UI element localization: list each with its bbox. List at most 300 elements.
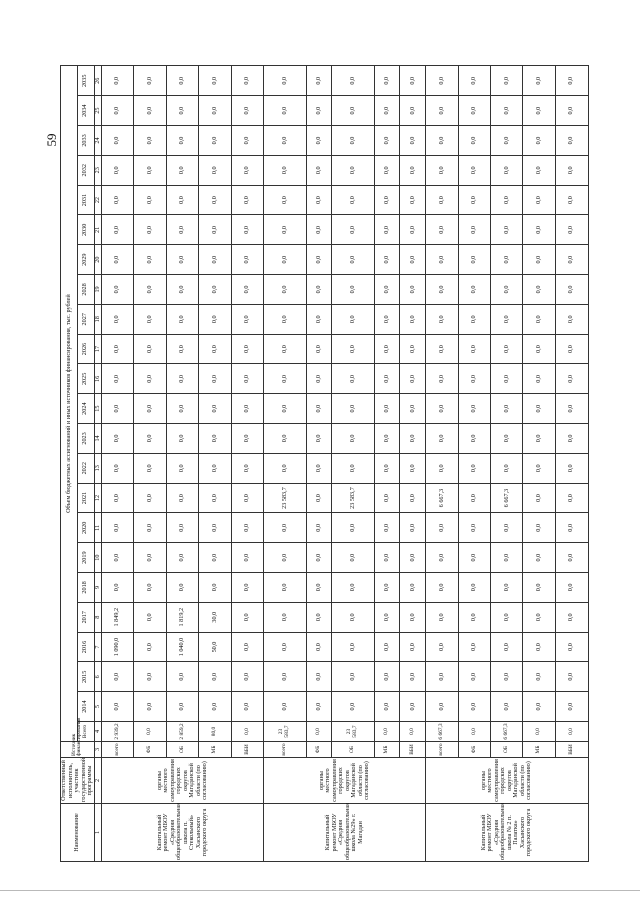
value-cell: 0,0 — [231, 632, 264, 662]
source-cell: МБ — [374, 742, 400, 758]
value-cell: 0,0 — [400, 364, 426, 394]
value-cell: 0,0 — [332, 126, 374, 156]
value-cell: 0,0 — [199, 275, 231, 305]
value-cell: 0,0 — [491, 364, 523, 394]
value-cell: 0,0 — [134, 96, 166, 126]
value-cell: 0,0 — [134, 483, 166, 513]
column-number: 8 — [94, 602, 102, 632]
budget-table — [60, 65, 589, 862]
value-cell: 0,0 — [374, 185, 400, 215]
value-cell: 0,0 — [523, 126, 555, 156]
value-cell: 0,0 — [374, 543, 400, 573]
value-cell: 0,0 — [400, 394, 426, 424]
value-cell: 0,0 — [491, 304, 523, 334]
header-all: Всего — [77, 722, 94, 742]
value-cell: 0,0 — [134, 126, 166, 156]
value-cell: 0,0 — [199, 96, 231, 126]
header-year: 2024 — [77, 394, 94, 424]
value-cell: 0,0 — [491, 334, 523, 364]
value-cell: 0,0 — [458, 662, 490, 692]
value-cell: 0,0 — [231, 155, 264, 185]
value-cell: 0,0 — [199, 155, 231, 185]
total-cell: 0,0 — [523, 722, 555, 742]
value-cell: 0,0 — [458, 66, 490, 96]
table-row — [555, 66, 588, 862]
value-cell: 0,0 — [199, 662, 231, 692]
value-cell: 0,0 — [231, 602, 264, 632]
value-cell: 0,0 — [400, 513, 426, 543]
value-cell: 0,0 — [491, 424, 523, 454]
value-cell: 0,0 — [102, 126, 134, 156]
table-row — [374, 66, 400, 862]
value-cell: 0,0 — [555, 155, 588, 185]
executor-cell: органы местного самоуправления городских округов Магаданской области (по согласованию) — [426, 758, 588, 804]
source-cell: ОБ — [491, 742, 523, 758]
value-cell: 0,0 — [102, 155, 134, 185]
value-cell: 0,0 — [374, 453, 400, 483]
value-cell: 0,0 — [400, 632, 426, 662]
header-year: 2028 — [77, 275, 94, 305]
value-cell: 0,0 — [374, 394, 400, 424]
value-cell: 0,0 — [426, 155, 458, 185]
header-year: 2019 — [77, 543, 94, 573]
source-cell: всего — [102, 742, 134, 758]
table-row — [491, 66, 523, 862]
value-cell: 0,0 — [400, 275, 426, 305]
executor-cell: органы местного самоуправления городских округов Магаданской области (по согласованию) — [102, 758, 264, 804]
value-cell: 0,0 — [231, 126, 264, 156]
value-cell: 0,0 — [458, 573, 490, 603]
value-cell: 1 819,2 — [166, 602, 198, 632]
header-year: 2035 — [77, 66, 94, 96]
value-cell: 0,0 — [555, 573, 588, 603]
table-row — [458, 66, 490, 862]
value-cell: 0,0 — [264, 126, 306, 156]
column-number: 4 — [94, 722, 102, 742]
value-cell: 0,0 — [374, 215, 400, 245]
value-cell: 0,0 — [231, 483, 264, 513]
value-cell: 0,0 — [199, 543, 231, 573]
source-cell: ВБИ — [400, 742, 426, 758]
header-name: Наименование — [61, 804, 95, 862]
table-row — [400, 66, 426, 862]
column-number: 11 — [94, 513, 102, 543]
value-cell: 0,0 — [264, 573, 306, 603]
value-cell: 0,0 — [491, 602, 523, 632]
value-cell: 0,0 — [458, 215, 490, 245]
value-cell: 0,0 — [400, 662, 426, 692]
value-cell: 0,0 — [102, 96, 134, 126]
value-cell: 0,0 — [523, 513, 555, 543]
value-cell: 0,0 — [332, 543, 374, 573]
value-cell: 0,0 — [458, 304, 490, 334]
header-year: 2029 — [77, 245, 94, 275]
value-cell: 0,0 — [374, 96, 400, 126]
value-cell: 0,0 — [523, 483, 555, 513]
value-cell: 0,0 — [134, 275, 166, 305]
value-cell: 0,0 — [306, 692, 332, 722]
value-cell: 0,0 — [374, 126, 400, 156]
value-cell: 0,0 — [102, 185, 134, 215]
value-cell: 0,0 — [491, 155, 523, 185]
column-number: 16 — [94, 364, 102, 394]
measure-name-cell: Капитальный ремонт МБОУ «Средняя общеобразовательная школа п. Стекольный» Хасынского городского округа — [102, 804, 264, 862]
value-cell: 0,0 — [166, 424, 198, 454]
value-cell: 0,0 — [102, 424, 134, 454]
value-cell: 0,0 — [555, 543, 588, 573]
value-cell: 0,0 — [374, 275, 400, 305]
value-cell: 0,0 — [306, 632, 332, 662]
value-cell: 0,0 — [555, 96, 588, 126]
value-cell: 0,0 — [426, 304, 458, 334]
value-cell: 0,0 — [374, 155, 400, 185]
value-cell: 0,0 — [555, 662, 588, 692]
value-cell: 0,0 — [332, 96, 374, 126]
column-number: 14 — [94, 424, 102, 454]
header-year: 2020 — [77, 513, 94, 543]
value-cell: 0,0 — [332, 692, 374, 722]
total-cell: 0,0 — [306, 722, 332, 742]
value-cell: 0,0 — [231, 96, 264, 126]
value-cell: 0,0 — [166, 394, 198, 424]
value-cell: 0,0 — [555, 304, 588, 334]
value-cell: 0,0 — [264, 424, 306, 454]
value-cell: 0,0 — [374, 245, 400, 275]
value-cell: 0,0 — [166, 185, 198, 215]
value-cell: 0,0 — [400, 453, 426, 483]
value-cell: 0,0 — [134, 662, 166, 692]
table-row — [166, 66, 198, 862]
value-cell: 0,0 — [231, 662, 264, 692]
value-cell: 0,0 — [426, 364, 458, 394]
value-cell: 0,0 — [374, 662, 400, 692]
value-cell: 0,0 — [332, 424, 374, 454]
value-cell: 0,0 — [264, 334, 306, 364]
table-row — [306, 66, 332, 862]
value-cell: 0,0 — [332, 662, 374, 692]
value-cell: 0,0 — [134, 543, 166, 573]
value-cell: 0,0 — [134, 692, 166, 722]
value-cell: 0,0 — [306, 394, 332, 424]
value-cell: 0,0 — [374, 513, 400, 543]
value-cell: 0,0 — [306, 126, 332, 156]
value-cell: 0,0 — [523, 662, 555, 692]
value-cell: 0,0 — [555, 334, 588, 364]
value-cell: 0,0 — [426, 245, 458, 275]
header-year: 2034 — [77, 96, 94, 126]
value-cell: 0,0 — [426, 692, 458, 722]
value-cell: 0,0 — [199, 573, 231, 603]
value-cell: 0,0 — [264, 602, 306, 632]
value-cell: 0,0 — [134, 334, 166, 364]
value-cell: 0,0 — [491, 543, 523, 573]
header-executor: Ответственный исполнитель, участник государственной программы — [60, 757, 93, 802]
value-cell: 30,0 — [199, 602, 231, 632]
table-row — [523, 66, 555, 862]
value-cell: 0,0 — [306, 573, 332, 603]
value-cell: 0,0 — [134, 364, 166, 394]
column-number: 12 — [94, 483, 102, 513]
table-row — [426, 66, 458, 862]
value-cell: 0,0 — [134, 424, 166, 454]
table-row — [332, 66, 374, 862]
value-cell: 0,0 — [523, 364, 555, 394]
value-cell: 0,0 — [102, 513, 134, 543]
value-cell: 0,0 — [199, 692, 231, 722]
value-cell: 0,0 — [458, 245, 490, 275]
value-cell: 0,0 — [199, 126, 231, 156]
value-cell: 0,0 — [458, 453, 490, 483]
value-cell: 0,0 — [400, 334, 426, 364]
header-year: 2017 — [77, 602, 94, 632]
value-cell: 0,0 — [555, 453, 588, 483]
value-cell: 0,0 — [374, 483, 400, 513]
value-cell: 6 667,3 — [491, 483, 523, 513]
value-cell: 0,0 — [332, 394, 374, 424]
value-cell: 0,0 — [426, 453, 458, 483]
value-cell: 0,0 — [264, 275, 306, 305]
value-cell: 0,0 — [102, 662, 134, 692]
value-cell: 0,0 — [374, 692, 400, 722]
value-cell: 0,0 — [306, 245, 332, 275]
total-cell: 23 583,7 — [332, 722, 374, 742]
value-cell: 0,0 — [199, 424, 231, 454]
value-cell: 0,0 — [426, 275, 458, 305]
value-cell: 0,0 — [231, 513, 264, 543]
value-cell: 0,0 — [555, 364, 588, 394]
value-cell: 0,0 — [374, 334, 400, 364]
value-cell: 0,0 — [426, 126, 458, 156]
value-cell: 0,0 — [134, 304, 166, 334]
value-cell: 1 040,0 — [166, 632, 198, 662]
value-cell: 0,0 — [491, 66, 523, 96]
value-cell: 0,0 — [458, 602, 490, 632]
value-cell: 0,0 — [306, 155, 332, 185]
value-cell: 0,0 — [231, 66, 264, 96]
value-cell: 0,0 — [306, 453, 332, 483]
value-cell: 0,0 — [134, 215, 166, 245]
value-cell: 0,0 — [374, 573, 400, 603]
value-cell: 0,0 — [458, 96, 490, 126]
header-year: 2033 — [77, 126, 94, 156]
value-cell: 0,0 — [374, 364, 400, 394]
total-cell: 80,0 — [199, 722, 231, 742]
value-cell: 0,0 — [374, 632, 400, 662]
value-cell: 0,0 — [166, 155, 198, 185]
value-cell: 0,0 — [264, 245, 306, 275]
value-cell: 0,0 — [166, 215, 198, 245]
value-cell: 0,0 — [400, 96, 426, 126]
value-cell: 6 667,3 — [426, 483, 458, 513]
value-cell: 0,0 — [199, 215, 231, 245]
value-cell: 0,0 — [306, 513, 332, 543]
value-cell: 0,0 — [166, 513, 198, 543]
measure-name-cell: Капитальный ремонт МБОУ «Средняя общеобразовательная школа №29» г. Магадан — [264, 804, 426, 862]
value-cell: 0,0 — [102, 304, 134, 334]
value-cell: 0,0 — [231, 275, 264, 305]
value-cell: 0,0 — [264, 632, 306, 662]
column-number: 5 — [94, 692, 102, 722]
column-number: 22 — [94, 185, 102, 215]
value-cell: 0,0 — [555, 692, 588, 722]
value-cell: 0,0 — [306, 185, 332, 215]
source-cell: ФБ — [306, 742, 332, 758]
source-cell: ФБ — [134, 742, 166, 758]
value-cell: 0,0 — [491, 573, 523, 603]
table-row — [231, 66, 264, 862]
table-row — [134, 66, 166, 862]
value-cell: 0,0 — [134, 573, 166, 603]
value-cell: 0,0 — [102, 692, 134, 722]
table-row — [102, 66, 134, 862]
value-cell: 0,0 — [555, 215, 588, 245]
table-row — [264, 66, 306, 862]
value-cell: 0,0 — [426, 602, 458, 632]
column-number-row — [94, 66, 102, 862]
value-cell: 0,0 — [306, 66, 332, 96]
value-cell: 0,0 — [491, 513, 523, 543]
header-year: 2014 — [77, 692, 94, 722]
value-cell: 0,0 — [523, 632, 555, 662]
value-cell: 0,0 — [523, 602, 555, 632]
total-cell: 6 667,3 — [426, 722, 458, 742]
source-cell: ОБ — [166, 742, 198, 758]
value-cell: 0,0 — [426, 185, 458, 215]
value-cell: 0,0 — [264, 215, 306, 245]
value-cell: 0,0 — [555, 275, 588, 305]
value-cell: 0,0 — [231, 334, 264, 364]
value-cell: 0,0 — [264, 66, 306, 96]
value-cell: 0,0 — [264, 453, 306, 483]
value-cell: 0,0 — [400, 304, 426, 334]
value-cell: 0,0 — [491, 275, 523, 305]
value-cell: 0,0 — [374, 304, 400, 334]
value-cell: 0,0 — [523, 185, 555, 215]
value-cell: 0,0 — [491, 215, 523, 245]
value-cell: 0,0 — [332, 215, 374, 245]
value-cell: 0,0 — [332, 155, 374, 185]
value-cell: 0,0 — [332, 602, 374, 632]
value-cell: 0,0 — [426, 215, 458, 245]
value-cell: 0,0 — [491, 394, 523, 424]
value-cell: 0,0 — [332, 66, 374, 96]
value-cell: 0,0 — [426, 632, 458, 662]
value-cell: 0,0 — [134, 185, 166, 215]
value-cell: 0,0 — [306, 364, 332, 394]
value-cell: 0,0 — [166, 126, 198, 156]
value-cell: 0,0 — [231, 424, 264, 454]
value-cell: 0,0 — [523, 96, 555, 126]
value-cell: 0,0 — [458, 275, 490, 305]
value-cell: 0,0 — [199, 304, 231, 334]
value-cell: 1 090,0 — [102, 632, 134, 662]
value-cell: 0,0 — [555, 424, 588, 454]
value-cell: 0,0 — [555, 185, 588, 215]
header-year: 2032 — [77, 155, 94, 185]
total-cell: 0,0 — [555, 722, 588, 742]
value-cell: 0,0 — [199, 513, 231, 543]
value-cell: 0,0 — [458, 513, 490, 543]
source-cell: МБ — [523, 742, 555, 758]
column-number: 2 — [94, 758, 102, 804]
value-cell: 0,0 — [458, 543, 490, 573]
source-cell: всего — [426, 742, 458, 758]
value-cell: 0,0 — [400, 245, 426, 275]
source-cell: ФБ — [458, 742, 490, 758]
value-cell: 0,0 — [400, 126, 426, 156]
value-cell: 0,0 — [332, 304, 374, 334]
value-cell: 0,0 — [231, 394, 264, 424]
value-cell: 0,0 — [306, 543, 332, 573]
value-cell: 0,0 — [231, 304, 264, 334]
column-number: 23 — [94, 155, 102, 185]
value-cell: 0,0 — [458, 155, 490, 185]
value-cell: 0,0 — [166, 543, 198, 573]
column-number: 6 — [94, 662, 102, 692]
value-cell: 0,0 — [264, 185, 306, 215]
value-cell: 0,0 — [523, 215, 555, 245]
value-cell: 0,0 — [199, 245, 231, 275]
budget-body — [102, 66, 589, 862]
value-cell: 0,0 — [134, 602, 166, 632]
value-cell: 0,0 — [491, 692, 523, 722]
value-cell: 0,0 — [306, 334, 332, 364]
value-cell: 0,0 — [426, 96, 458, 126]
source-cell: МБ — [199, 742, 231, 758]
source-cell: ВБИ — [555, 742, 588, 758]
value-cell: 0,0 — [102, 394, 134, 424]
column-number: 1 — [94, 804, 102, 862]
value-cell: 50,0 — [199, 632, 231, 662]
header-year: 2026 — [77, 334, 94, 364]
value-cell: 0,0 — [555, 394, 588, 424]
value-cell: 0,0 — [199, 334, 231, 364]
table-row — [199, 66, 231, 862]
column-number: 17 — [94, 334, 102, 364]
value-cell: 0,0 — [306, 304, 332, 334]
value-cell: 0,0 — [523, 304, 555, 334]
value-cell: 0,0 — [400, 483, 426, 513]
total-cell: 2 939,2 — [102, 722, 134, 742]
value-cell: 0,0 — [555, 126, 588, 156]
header-row-top — [61, 66, 78, 862]
value-cell: 0,0 — [166, 96, 198, 126]
value-cell: 0,0 — [264, 543, 306, 573]
column-number: 24 — [94, 126, 102, 156]
column-number: 20 — [94, 245, 102, 275]
total-cell: 0,0 — [134, 722, 166, 742]
value-cell: 0,0 — [264, 692, 306, 722]
value-cell: 0,0 — [400, 185, 426, 215]
value-cell: 0,0 — [102, 334, 134, 364]
value-cell: 0,0 — [102, 543, 134, 573]
source-cell: ВБИ — [231, 742, 264, 758]
value-cell: 0,0 — [400, 602, 426, 632]
value-cell: 0,0 — [491, 662, 523, 692]
value-cell: 0,0 — [231, 573, 264, 603]
total-cell: 23 583,7 — [264, 722, 306, 742]
value-cell: 0,0 — [306, 215, 332, 245]
value-cell: 0,0 — [134, 513, 166, 543]
value-cell: 0,0 — [374, 602, 400, 632]
value-cell: 0,0 — [555, 483, 588, 513]
value-cell: 0,0 — [264, 155, 306, 185]
value-cell: 0,0 — [491, 126, 523, 156]
value-cell: 0,0 — [102, 364, 134, 394]
column-number: 9 — [94, 573, 102, 603]
value-cell: 0,0 — [491, 453, 523, 483]
header-year: 2016 — [77, 632, 94, 662]
